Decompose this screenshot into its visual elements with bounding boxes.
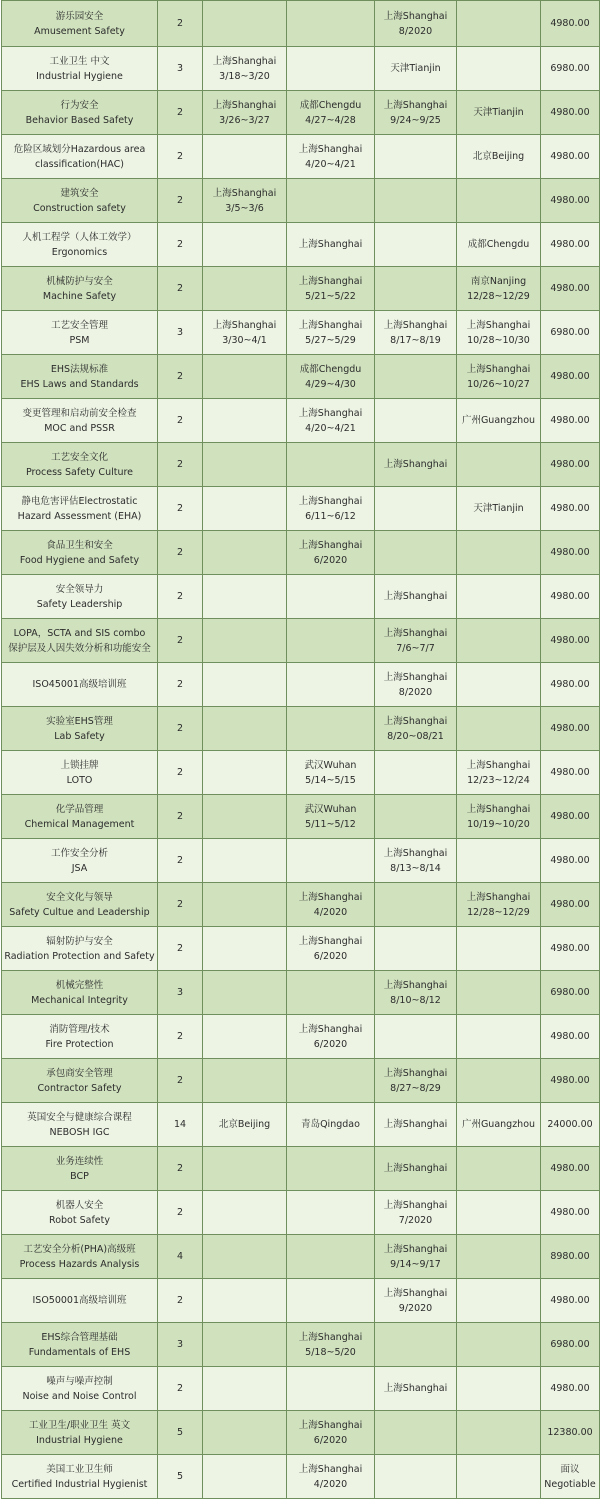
session-3-cell: 上海Shanghai 7/6~7/7 (375, 619, 457, 663)
course-fee-cell: 6980.00 (541, 47, 600, 91)
course-name-cell: 食品卫生和安全 Food Hygiene and Safety (2, 531, 158, 575)
course-days-cell: 2 (158, 1279, 203, 1323)
session-4-cell: 北京Beijing (457, 135, 541, 179)
course-fee-cell: 4980.00 (541, 91, 600, 135)
table-row (2, 487, 600, 531)
course-name-cell: ISO50001高级培训班 (2, 1279, 158, 1323)
table-row (2, 179, 600, 223)
table-row (2, 883, 600, 927)
session-1-cell (203, 1367, 287, 1411)
course-name-cell: 安全领导力 Safety Leadership (2, 575, 158, 619)
session-1-cell (203, 1191, 287, 1235)
course-fee-cell: 4980.00 (541, 1015, 600, 1059)
course-fee-cell: 24000.00 (541, 1103, 600, 1147)
table-row (2, 663, 600, 707)
session-2-cell (287, 1147, 375, 1191)
session-1-cell (203, 663, 287, 707)
course-days-cell: 2 (158, 1, 203, 47)
course-name-cell: 建筑安全 Construction safety (2, 179, 158, 223)
session-3-cell: 上海Shanghai (375, 1103, 457, 1147)
course-name-cell: 工艺安全管理 PSM (2, 311, 158, 355)
course-days-cell: 2 (158, 443, 203, 487)
table-row (2, 531, 600, 575)
table-row (2, 1103, 600, 1147)
course-name-cell: 机械防护与安全 Machine Safety (2, 267, 158, 311)
session-2-cell: 上海Shanghai 4/2020 (287, 883, 375, 927)
session-3-cell: 上海Shanghai 9/24~9/25 (375, 91, 457, 135)
course-name-cell: 工艺安全文化 Process Safety Culture (2, 443, 158, 487)
session-4-cell (457, 1367, 541, 1411)
course-name-cell: 英国安全与健康综合课程 NEBOSH IGC (2, 1103, 158, 1147)
session-4-cell: 天津Tianjin (457, 91, 541, 135)
session-4-cell (457, 663, 541, 707)
session-4-cell (457, 1411, 541, 1455)
session-4-cell (457, 1235, 541, 1279)
course-name-cell: ISO45001高级培训班 (2, 663, 158, 707)
course-name-cell: 美国工业卫生师 Certified Industrial Hygienist (2, 1455, 158, 1499)
course-name-cell: 静电危害评估Electrostatic Hazard Assessment (EHA) (2, 487, 158, 531)
course-days-cell: 3 (158, 1323, 203, 1367)
session-2-cell: 上海Shanghai 6/11~6/12 (287, 487, 375, 531)
course-name-cell: 工业卫生/职业卫生 英文 Industrial Hygiene (2, 1411, 158, 1455)
session-1-cell (203, 883, 287, 927)
table-row (2, 927, 600, 971)
session-4-cell (457, 1191, 541, 1235)
session-1-cell (203, 619, 287, 663)
session-3-cell (375, 1323, 457, 1367)
course-fee-cell: 4980.00 (541, 751, 600, 795)
session-1-cell (203, 443, 287, 487)
session-1-cell: 上海Shanghai 3/26~3/27 (203, 91, 287, 135)
course-name-cell: 危险区域划分Hazardous area classification(HAC) (2, 135, 158, 179)
course-days-cell: 2 (158, 619, 203, 663)
course-name-cell: 工业卫生 中文 Industrial Hygiene (2, 47, 158, 91)
session-3-cell (375, 883, 457, 927)
session-1-cell (203, 575, 287, 619)
course-name-cell: 行为安全 Behavior Based Safety (2, 91, 158, 135)
table-row (2, 1279, 600, 1323)
course-name-cell: 消防管理/技术 Fire Protection (2, 1015, 158, 1059)
course-fee-cell: 4980.00 (541, 707, 600, 751)
session-2-cell (287, 575, 375, 619)
course-fee-cell: 6980.00 (541, 1323, 600, 1367)
table-row (2, 1455, 600, 1499)
course-fee-cell: 4980.00 (541, 1279, 600, 1323)
table-row (2, 47, 600, 91)
session-2-cell (287, 1235, 375, 1279)
course-days-cell: 2 (158, 399, 203, 443)
session-4-cell (457, 1059, 541, 1103)
course-fee-cell: 面议 Negotiable (541, 1455, 600, 1499)
course-days-cell: 2 (158, 707, 203, 751)
table-row (2, 751, 600, 795)
course-fee-cell: 6980.00 (541, 311, 600, 355)
course-fee-cell: 4980.00 (541, 1147, 600, 1191)
session-3-cell (375, 267, 457, 311)
session-2-cell: 成都Chengdu 4/27~4/28 (287, 91, 375, 135)
session-3-cell: 上海Shanghai (375, 443, 457, 487)
session-3-cell (375, 355, 457, 399)
course-name-cell: 变更管理和启动前安全检查 MOC and PSSR (2, 399, 158, 443)
table-row (2, 1015, 600, 1059)
session-1-cell (203, 1411, 287, 1455)
session-2-cell (287, 1, 375, 47)
session-2-cell: 武汉Wuhan 5/11~5/12 (287, 795, 375, 839)
course-days-cell: 3 (158, 971, 203, 1015)
table-row (2, 1235, 600, 1279)
session-4-cell (457, 839, 541, 883)
session-1-cell (203, 355, 287, 399)
session-2-cell: 武汉Wuhan 5/14~5/15 (287, 751, 375, 795)
table-row (2, 1147, 600, 1191)
course-table-body (2, 1, 600, 1499)
session-3-cell (375, 487, 457, 531)
table-row (2, 707, 600, 751)
session-4-cell (457, 1147, 541, 1191)
course-fee-cell: 4980.00 (541, 355, 600, 399)
table-row (2, 971, 600, 1015)
course-fee-cell: 4980.00 (541, 619, 600, 663)
table-row (2, 1367, 600, 1411)
course-fee-cell: 4980.00 (541, 663, 600, 707)
course-days-cell: 14 (158, 1103, 203, 1147)
session-1-cell (203, 399, 287, 443)
session-1-cell (203, 707, 287, 751)
session-2-cell (287, 443, 375, 487)
course-name-cell: 工作安全分析 JSA (2, 839, 158, 883)
session-2-cell: 上海Shanghai 6/2020 (287, 531, 375, 575)
session-1-cell: 北京Beijing (203, 1103, 287, 1147)
course-days-cell: 2 (158, 795, 203, 839)
table-row (2, 1, 600, 47)
course-days-cell: 2 (158, 575, 203, 619)
session-1-cell (203, 927, 287, 971)
session-2-cell (287, 971, 375, 1015)
session-2-cell (287, 663, 375, 707)
session-3-cell (375, 1411, 457, 1455)
session-4-cell (457, 1, 541, 47)
course-fee-cell: 4980.00 (541, 1191, 600, 1235)
session-2-cell: 上海Shanghai 5/27~5/29 (287, 311, 375, 355)
course-name-cell: 安全文化与领导 Safety Cultue and Leadership (2, 883, 158, 927)
session-1-cell (203, 267, 287, 311)
session-3-cell (375, 1455, 457, 1499)
session-3-cell: 上海Shanghai 9/14~9/17 (375, 1235, 457, 1279)
session-3-cell: 上海Shanghai 9/2020 (375, 1279, 457, 1323)
course-days-cell: 2 (158, 355, 203, 399)
course-name-cell: EHS综合管理基础 Fundamentals of EHS (2, 1323, 158, 1367)
course-days-cell: 2 (158, 839, 203, 883)
session-2-cell (287, 1191, 375, 1235)
table-row (2, 619, 600, 663)
session-4-cell (457, 179, 541, 223)
session-1-cell (203, 795, 287, 839)
course-name-cell: 化学品管理 Chemical Management (2, 795, 158, 839)
session-3-cell (375, 223, 457, 267)
session-4-cell (457, 927, 541, 971)
session-2-cell: 上海Shanghai (287, 223, 375, 267)
session-1-cell: 上海Shanghai 3/18~3/20 (203, 47, 287, 91)
session-3-cell (375, 927, 457, 971)
session-4-cell: 广州Guangzhou (457, 1103, 541, 1147)
session-4-cell: 广州Guangzhou (457, 399, 541, 443)
course-days-cell: 2 (158, 1059, 203, 1103)
session-4-cell (457, 1455, 541, 1499)
course-name-cell: 游乐园安全 Amusement Safety (2, 1, 158, 47)
session-4-cell: 上海Shanghai 12/28~12/29 (457, 883, 541, 927)
session-1-cell (203, 1059, 287, 1103)
course-days-cell: 2 (158, 91, 203, 135)
session-1-cell (203, 135, 287, 179)
session-1-cell (203, 1235, 287, 1279)
session-4-cell (457, 707, 541, 751)
course-days-cell: 2 (158, 1191, 203, 1235)
session-3-cell: 上海Shanghai (375, 1147, 457, 1191)
session-3-cell (375, 531, 457, 575)
course-fee-cell: 4980.00 (541, 223, 600, 267)
session-2-cell (287, 1279, 375, 1323)
session-4-cell (457, 619, 541, 663)
table-row (2, 91, 600, 135)
session-1-cell (203, 839, 287, 883)
session-3-cell: 上海Shanghai 8/17~8/19 (375, 311, 457, 355)
session-2-cell (287, 47, 375, 91)
session-1-cell (203, 1, 287, 47)
session-1-cell (203, 971, 287, 1015)
table-row (2, 443, 600, 487)
course-days-cell: 2 (158, 883, 203, 927)
session-1-cell (203, 1323, 287, 1367)
session-3-cell: 上海Shanghai 8/2020 (375, 1, 457, 47)
session-4-cell: 天津Tianjin (457, 487, 541, 531)
session-2-cell (287, 707, 375, 751)
session-4-cell: 成都Chengdu (457, 223, 541, 267)
table-row (2, 355, 600, 399)
course-fee-cell: 4980.00 (541, 487, 600, 531)
session-3-cell: 上海Shanghai (375, 1367, 457, 1411)
course-name-cell: 上锁挂牌 LOTO (2, 751, 158, 795)
course-schedule-table (1, 0, 600, 1499)
session-2-cell (287, 179, 375, 223)
course-fee-cell: 4980.00 (541, 135, 600, 179)
session-2-cell: 上海Shanghai 4/2020 (287, 1455, 375, 1499)
session-3-cell (375, 795, 457, 839)
course-fee-cell: 4980.00 (541, 839, 600, 883)
session-2-cell (287, 619, 375, 663)
course-fee-cell: 4980.00 (541, 267, 600, 311)
table-row (2, 1191, 600, 1235)
table-row (2, 795, 600, 839)
session-4-cell: 上海Shanghai 12/23~12/24 (457, 751, 541, 795)
session-2-cell: 上海Shanghai 5/18~5/20 (287, 1323, 375, 1367)
course-name-cell: 人机工程学（人体工效学） Ergonomics (2, 223, 158, 267)
session-3-cell: 上海Shanghai 7/2020 (375, 1191, 457, 1235)
course-name-cell: LOPA，SCTA and SIS combo 保护层及人因失效分析和功能安全 (2, 619, 158, 663)
table-row (2, 1059, 600, 1103)
course-days-cell: 2 (158, 1147, 203, 1191)
session-1-cell (203, 1015, 287, 1059)
session-4-cell (457, 1279, 541, 1323)
course-name-cell: 机器人安全 Robot Safety (2, 1191, 158, 1235)
course-fee-cell: 4980.00 (541, 1059, 600, 1103)
course-fee-cell: 4980.00 (541, 179, 600, 223)
table-row (2, 311, 600, 355)
session-2-cell (287, 839, 375, 883)
table-row (2, 135, 600, 179)
course-days-cell: 3 (158, 47, 203, 91)
session-1-cell (203, 1455, 287, 1499)
session-1-cell (203, 531, 287, 575)
course-fee-cell: 12380.00 (541, 1411, 600, 1455)
session-2-cell: 上海Shanghai 4/20~4/21 (287, 135, 375, 179)
session-2-cell: 成都Chengdu 4/29~4/30 (287, 355, 375, 399)
table-row (2, 399, 600, 443)
course-fee-cell: 4980.00 (541, 883, 600, 927)
session-3-cell (375, 179, 457, 223)
course-name-cell: 承包商安全管理 Contractor Safety (2, 1059, 158, 1103)
course-name-cell: 业务连续性 BCP (2, 1147, 158, 1191)
session-4-cell (457, 971, 541, 1015)
course-fee-cell: 4980.00 (541, 443, 600, 487)
course-fee-cell: 4980.00 (541, 531, 600, 575)
course-fee-cell: 4980.00 (541, 795, 600, 839)
session-4-cell: 南京Nanjing 12/28~12/29 (457, 267, 541, 311)
course-days-cell: 2 (158, 487, 203, 531)
session-3-cell: 上海Shanghai 8/13~8/14 (375, 839, 457, 883)
session-3-cell: 天津Tianjin (375, 47, 457, 91)
session-4-cell (457, 575, 541, 619)
table-row (2, 267, 600, 311)
session-3-cell (375, 399, 457, 443)
course-days-cell: 2 (158, 223, 203, 267)
session-4-cell (457, 531, 541, 575)
session-2-cell: 上海Shanghai 6/2020 (287, 927, 375, 971)
table-row (2, 1411, 600, 1455)
session-3-cell (375, 135, 457, 179)
table-row (2, 575, 600, 619)
session-3-cell: 上海Shanghai (375, 575, 457, 619)
session-2-cell: 青岛Qingdao (287, 1103, 375, 1147)
session-1-cell (203, 1147, 287, 1191)
table-row (2, 223, 600, 267)
course-fee-cell: 4980.00 (541, 575, 600, 619)
session-1-cell (203, 223, 287, 267)
table-row (2, 1323, 600, 1367)
session-1-cell (203, 487, 287, 531)
course-fee-cell: 6980.00 (541, 971, 600, 1015)
session-3-cell (375, 751, 457, 795)
session-1-cell (203, 1279, 287, 1323)
session-3-cell: 上海Shanghai 8/10~8/12 (375, 971, 457, 1015)
session-2-cell (287, 1059, 375, 1103)
course-name-cell: 噪声与噪声控制 Noise and Noise Control (2, 1367, 158, 1411)
session-4-cell (457, 1015, 541, 1059)
session-4-cell (457, 1323, 541, 1367)
course-name-cell: EHS法规标准 EHS Laws and Standards (2, 355, 158, 399)
session-4-cell (457, 443, 541, 487)
course-name-cell: 辐射防护与安全 Radiation Protection and Safety (2, 927, 158, 971)
session-3-cell (375, 1015, 457, 1059)
session-4-cell: 上海Shanghai 10/28~10/30 (457, 311, 541, 355)
course-days-cell: 2 (158, 1367, 203, 1411)
course-days-cell: 2 (158, 751, 203, 795)
session-2-cell: 上海Shanghai 5/21~5/22 (287, 267, 375, 311)
session-4-cell: 上海Shanghai 10/19~10/20 (457, 795, 541, 839)
course-days-cell: 2 (158, 531, 203, 575)
course-days-cell: 2 (158, 135, 203, 179)
course-fee-cell: 8980.00 (541, 1235, 600, 1279)
session-2-cell: 上海Shanghai 6/2020 (287, 1015, 375, 1059)
session-1-cell (203, 751, 287, 795)
session-2-cell: 上海Shanghai 6/2020 (287, 1411, 375, 1455)
course-fee-cell: 4980.00 (541, 1, 600, 47)
course-name-cell: 工艺安全分析(PHA)高级班 Process Hazards Analysis (2, 1235, 158, 1279)
course-days-cell: 5 (158, 1455, 203, 1499)
session-1-cell: 上海Shanghai 3/5~3/6 (203, 179, 287, 223)
course-name-cell: 机械完整性 Mechanical Integrity (2, 971, 158, 1015)
session-4-cell (457, 47, 541, 91)
course-days-cell: 2 (158, 267, 203, 311)
session-2-cell: 上海Shanghai 4/20~4/21 (287, 399, 375, 443)
session-3-cell: 上海Shanghai 8/2020 (375, 663, 457, 707)
course-name-cell: 实验室EHS管理 Lab Safety (2, 707, 158, 751)
table-row (2, 839, 600, 883)
course-days-cell: 2 (158, 663, 203, 707)
session-3-cell: 上海Shanghai 8/20~08/21 (375, 707, 457, 751)
session-3-cell: 上海Shanghai 8/27~8/29 (375, 1059, 457, 1103)
session-2-cell (287, 1367, 375, 1411)
course-days-cell: 5 (158, 1411, 203, 1455)
course-days-cell: 2 (158, 927, 203, 971)
course-days-cell: 4 (158, 1235, 203, 1279)
course-fee-cell: 4980.00 (541, 1367, 600, 1411)
course-days-cell: 2 (158, 179, 203, 223)
course-days-cell: 2 (158, 1015, 203, 1059)
course-fee-cell: 4980.00 (541, 927, 600, 971)
session-1-cell: 上海Shanghai 3/30~4/1 (203, 311, 287, 355)
session-4-cell: 上海Shanghai 10/26~10/27 (457, 355, 541, 399)
course-days-cell: 3 (158, 311, 203, 355)
course-fee-cell: 4980.00 (541, 399, 600, 443)
